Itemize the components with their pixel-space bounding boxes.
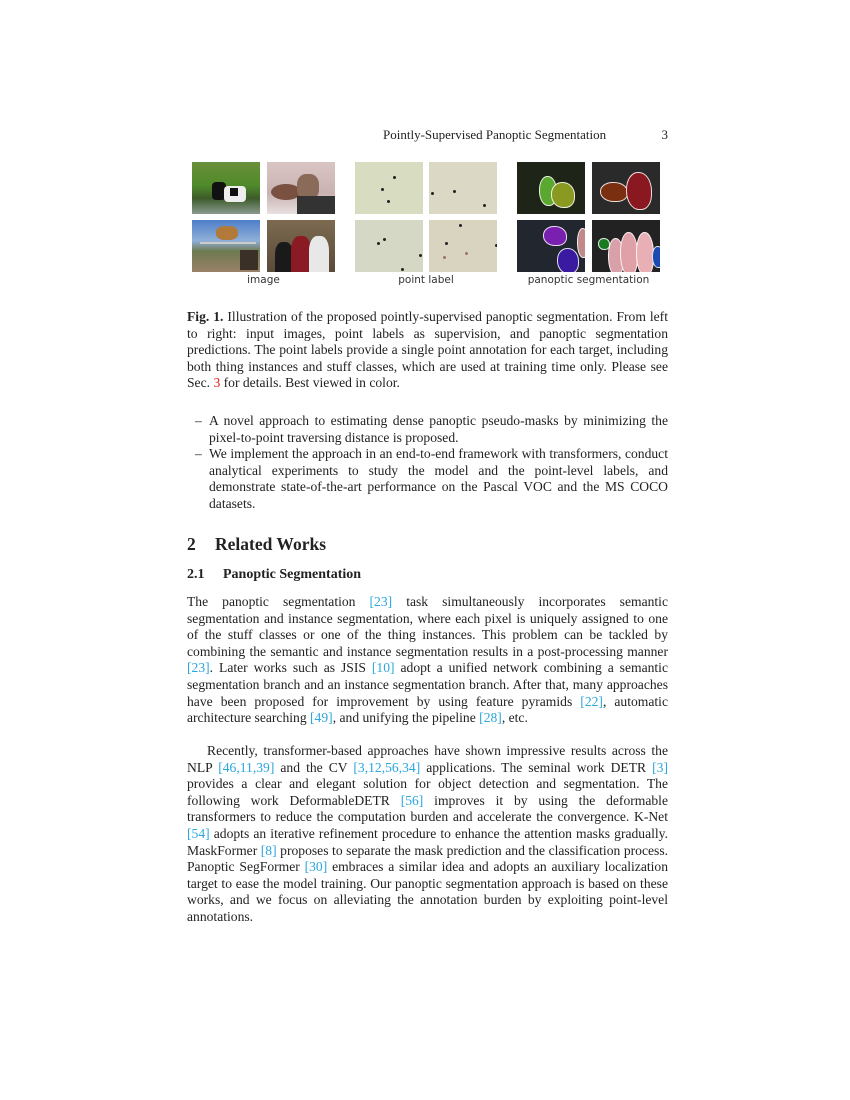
page-number: 3 xyxy=(661,127,668,142)
citation-link[interactable]: [23] xyxy=(187,660,210,676)
section-ref-link[interactable]: 3 xyxy=(213,375,221,391)
label-point-label: point label xyxy=(398,274,454,286)
contribution-list xyxy=(187,413,668,513)
citation-link[interactable]: [3] xyxy=(652,759,668,775)
paragraph-2: Recently, transformer-based approaches have shown impressive results across the NLP [46,11,39] and the CV [3,12,56,34] applications. The seminal work DETR [3] provides a clear and elegant solution for object detection and segmentation. The following work DeformableDETR [56] improves it by using the deformable transformers to reduce the computation burden and accelerate the convergence. K-Net [54] adopts an iterative refinement procedure to enhance the attention masks gradually. MaskFormer [8] proposes to separate the mask prediction and the classification process. Panoptic SegFormer [30] embraces a similar idea and adopts an auxiliary localization target to ease the model training. Our panoptic segmentation approach is based on these works, and we focus on alleviating the annotation burden by exploiting point-level annotations. xyxy=(187,743,669,924)
list-item: – We implement the approach in an end-to-end framework with transformers, conduct analytical experiments to study the model and the point-level labels, and demonstrate state-of-the-art performance on the Pascal VOC and the MS COCO datasets. xyxy=(195,446,668,511)
section-heading: 2 Related Works xyxy=(187,534,326,554)
image-cats xyxy=(267,162,335,214)
point-label-people xyxy=(429,220,497,272)
citation-link[interactable]: [23] xyxy=(369,594,393,609)
citation-link[interactable]: [8] xyxy=(260,842,277,858)
image-cows xyxy=(192,162,260,214)
citation-link[interactable]: [10] xyxy=(371,660,395,676)
image-goat xyxy=(192,220,260,272)
panoptic-people xyxy=(592,220,660,272)
list-item: – A novel approach to estimating dense panoptic pseudo-masks by minimizing the pixel-to-point traversing distance is proposed. xyxy=(195,413,668,445)
panoptic-goat xyxy=(517,220,585,272)
panoptic-cats xyxy=(592,162,660,214)
caption-label: Fig. 1. xyxy=(187,309,224,324)
subsection-heading: 2.1 Panoptic Segmentation xyxy=(187,567,362,582)
citation-link[interactable]: [22] xyxy=(580,693,603,709)
point-label-goat xyxy=(355,220,423,272)
citation-link[interactable]: [56] xyxy=(400,792,424,808)
citation-link[interactable]: [3,12,56,34] xyxy=(353,759,421,775)
panoptic-cows xyxy=(517,162,585,214)
citation-link[interactable]: [49] xyxy=(310,710,333,726)
figure-caption: Fig. 1. Illustration of the proposed pointly-supervised panoptic segmentation. From left to right: input images, point labels as supervision, and panoptic segmentation predictions. The point labels provide a single point annotation for each target, including both thing instances and stuff classes, which are used at training time only. Please see Sec. 3 for details. Best viewed in color. xyxy=(187,309,668,391)
image-people xyxy=(267,220,335,272)
paragraph-1: The panoptic segmentation [23] task simultaneously incorporates semantic segmentation and instance segmentation, where each pixel is uniquely assigned to one of the stuff classes or one of the thing instances. This problem can be tackled by combining the semantic and instance segmentation results in a post-processing manner [23]. Later works such as JSIS [10] adopt a unified network combining a semantic segmentation branch and an instance segmentation branch. After that, many approaches have been proposed for improvement by using feature pyramids [22], automatic architecture searching [49], and unifying the pipeline [28], etc. xyxy=(187,594,668,726)
point-label-cats xyxy=(429,162,497,214)
citation-link[interactable]: [30] xyxy=(304,859,328,875)
citation-link[interactable]: [54] xyxy=(187,825,210,841)
citation-link[interactable]: [46,11,39] xyxy=(218,759,275,775)
label-panoptic-segmentation: panoptic segmentation xyxy=(527,274,650,286)
label-image: image xyxy=(247,274,280,286)
running-title: Pointly-Supervised Panoptic Segmentation xyxy=(383,127,607,142)
citation-link[interactable]: [28] xyxy=(479,710,502,726)
point-label-cows xyxy=(355,162,423,214)
